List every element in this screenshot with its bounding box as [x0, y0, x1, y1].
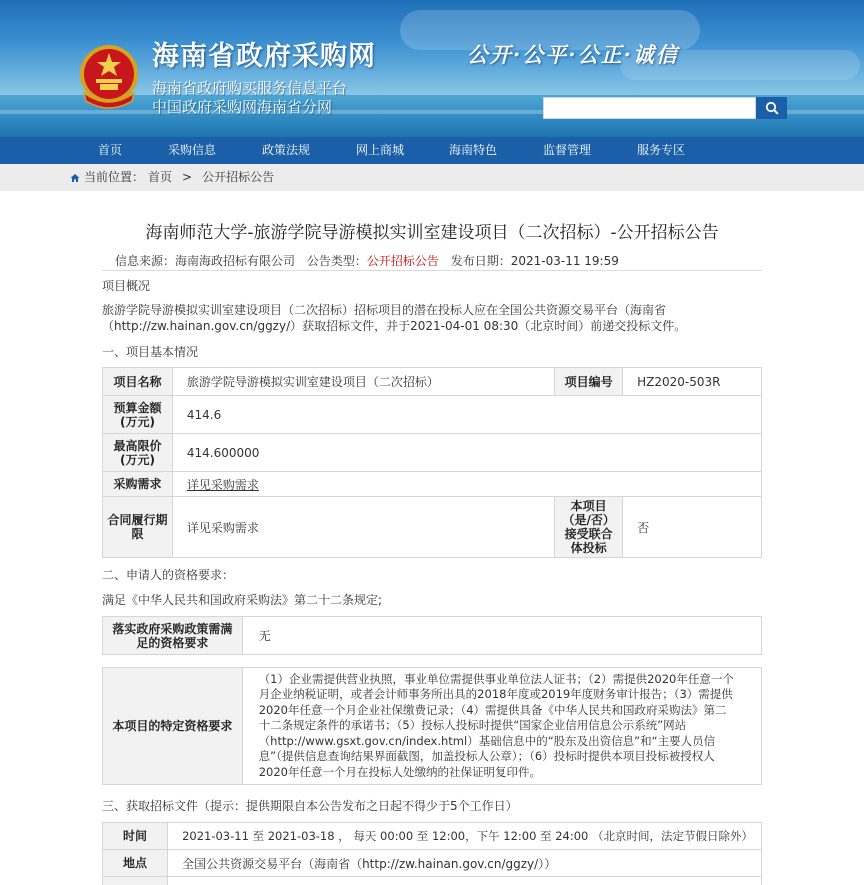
main-nav	[0, 137, 864, 164]
requirement-line: 息”（提供信息查询结果界面截图，加盖投标人公章）；（6）投标时提供本项目投标被授权人	[258, 749, 715, 764]
time-label: 时间	[103, 823, 168, 850]
section2-text: 满足《中华人民共和国政府采购法》第二十二条规定;	[102, 593, 383, 607]
requirement-line: 2020年任意一个月在投标人处缴纳的社保证明复印件。	[258, 764, 541, 779]
search-input[interactable]	[543, 97, 756, 119]
requirement-line: （http://www.gsxt.gov.cn/index.html）基础信息中的“股东及出资信息”和“主要人员信	[258, 733, 716, 748]
breadcrumb-current: 公开招标公告	[202, 170, 275, 184]
meta-date-label: 发布日期：	[450, 254, 511, 268]
project-name-label: 项目名称	[103, 368, 173, 396]
table-row	[103, 877, 762, 885]
divider	[102, 270, 762, 271]
nav-item-hainan-features[interactable]: 海南特色	[449, 143, 498, 157]
special-requirement-table	[102, 667, 762, 785]
requirement-line: 十二条规定条件的承诺书；（5）投标人投标时提供“国家企业信用信息公示系统”网站	[258, 718, 687, 733]
basic-info-table	[102, 367, 762, 558]
nav-item-online-mall[interactable]: 网上商城	[356, 143, 405, 157]
project-code-label: 项目编号	[555, 368, 623, 396]
breadcrumb-home-link[interactable]: 首页	[148, 170, 173, 184]
table-row	[103, 396, 762, 434]
section3-heading: 三、获取招标文件（提示：提供期限自本公告发布之日起不得少于5个工作日）	[102, 799, 518, 813]
meta-type: 公开招标公告	[366, 254, 439, 268]
meta-source: 海南海政招标有限公司	[175, 254, 296, 268]
overview-heading: 项目概况	[102, 279, 151, 293]
section2-heading: 二、申请人的资格要求：	[102, 568, 235, 582]
document-acquisition-table	[102, 822, 762, 885]
max-price-label: 最高限价(万元)	[103, 434, 173, 472]
section1-heading: 一、项目基本情况	[102, 345, 199, 359]
site-title: 海南省政府采购网	[152, 41, 376, 72]
table-cell	[168, 877, 762, 885]
requirement-line: 月企业纳税证明，或者会计师事务所出具的2018年度或2019年度财务审计报告；（3）需提供	[258, 687, 733, 702]
special-requirement-value	[242, 668, 761, 785]
page-title: 海南师范大学-旅游学院导游模拟实训室建设项目（二次招标）-公开招标公告	[145, 223, 719, 243]
national-emblem-icon	[78, 43, 140, 109]
special-requirement-label: 本项目的特定资格要求	[103, 668, 243, 785]
breadcrumb-arrow: >	[182, 170, 193, 184]
table-row	[103, 472, 762, 497]
overview-line: 旅游学院导游模拟实训室建设项目（二次招标）招标项目的潜在投标人应在全国公共资源交易平台（海南省	[102, 303, 667, 317]
contract-period-value: 详见采购需求	[172, 497, 554, 558]
site-slogan: 公开·公平·公正·诚信	[467, 42, 679, 67]
consortium-value: 否	[623, 497, 762, 558]
place-label: 地点	[103, 850, 168, 877]
table-row	[103, 368, 762, 396]
breadcrumb-prefix: 当前位置：	[84, 170, 145, 184]
requirement-line: 2020年任意一个月企业社保缴费记录；（4）需提供具备《中华人民共和国政府采购法》第二	[258, 702, 727, 717]
meta-date: 2021-03-11 19:59	[510, 254, 619, 268]
table-row	[103, 617, 762, 655]
site-subtitle-1: 海南省政府购买服务信息平台	[152, 79, 348, 97]
overview-text	[102, 302, 762, 334]
time-value: 2021-03-11 至 2021-03-18 ， 每天 00:00 至 12:00，下午 12:00 至 24:00 （北京时间，法定节假日除外）	[168, 823, 762, 850]
table-cell	[103, 877, 168, 885]
policy-requirement-table	[102, 616, 762, 655]
demand-link[interactable]: 详见采购需求	[186, 477, 259, 492]
nav-item-home[interactable]: 首页	[98, 143, 123, 157]
nav-item-procurement-info[interactable]: 采购信息	[168, 143, 217, 157]
table-cell	[172, 472, 761, 497]
article-meta	[115, 252, 619, 269]
budget-value: 414.6	[172, 396, 761, 434]
nav-item-policies[interactable]: 政策法规	[262, 143, 311, 157]
project-name-value: 旅游学院导游模拟实训室建设项目（二次招标）	[172, 368, 554, 396]
meta-source-label: 信息来源：	[115, 254, 176, 268]
search-icon	[765, 101, 779, 115]
max-price-value: 414.600000	[172, 434, 761, 472]
nav-item-supervision[interactable]: 监督管理	[543, 143, 592, 157]
project-code-value: HZ2020-503R	[623, 368, 762, 396]
consortium-label: 本项目（是/否）接受联合体投标	[555, 497, 623, 558]
search-button[interactable]	[756, 97, 787, 119]
meta-type-label: 公告类型：	[306, 254, 367, 268]
policy-requirement-label: 落实政府采购政策需满足的资格要求	[103, 617, 243, 655]
nav-item-services[interactable]: 服务专区	[637, 143, 686, 157]
table-row	[103, 850, 762, 877]
table-row	[103, 668, 762, 785]
site-subtitle-2: 中国政府采购网海南省分网	[152, 98, 333, 116]
requirement-line: （1）企业需提供营业执照，事业单位需提供事业单位法人证书；（2）需提供2020年任意一个	[258, 671, 734, 686]
breadcrumb	[0, 164, 864, 191]
home-icon	[70, 173, 80, 183]
table-row	[103, 823, 762, 850]
header-banner	[0, 0, 864, 137]
demand-label: 采购需求	[103, 472, 173, 497]
overview-line: （http://zw.hainan.gov.cn/ggzy/）获取招标文件，并于2021-04-01 08:30（北京时间）前递交投标文件。	[102, 319, 687, 333]
contract-period-label: 合同履行期限	[103, 497, 173, 558]
table-row	[103, 497, 762, 558]
place-value: 全国公共资源交易平台（海南省（http://zw.hainan.gov.cn/ggzy/））	[168, 850, 762, 877]
table-row	[103, 434, 762, 472]
policy-requirement-value: 无	[242, 617, 761, 655]
budget-label: 预算金额(万元)	[103, 396, 173, 434]
